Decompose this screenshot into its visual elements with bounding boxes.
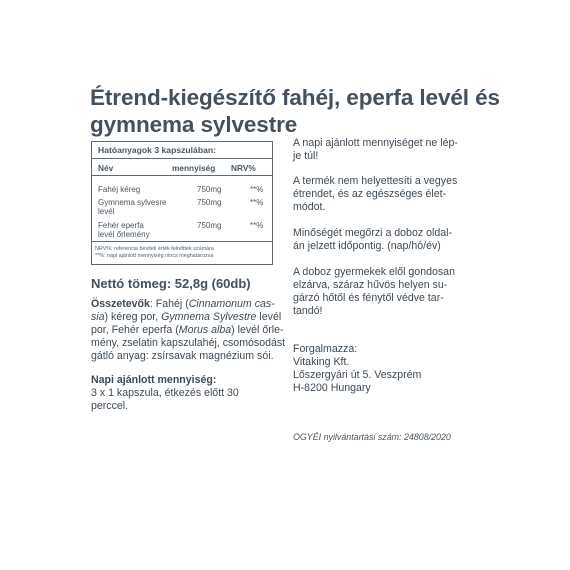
title-line-2: gymnema sylvestre [90, 112, 298, 137]
title-line-1: Étrend-kiegészítő fahéj, eperfa levél és [90, 85, 500, 110]
row-1-quantity: 750mg [197, 185, 222, 194]
table-note-nrv: NRV%: referencia beviteli érték felnőttek számára [95, 246, 214, 252]
registration-number: OGYÉI nyilvántartási szám: 24808/2020 [293, 432, 451, 442]
row-1-nrv: **% [250, 185, 264, 194]
ingredients-text: Összetevők: Fahéj (Cinnamonum cas- sia) kéreg por, Gymnema Sylvestre levél por, Fehér eperfa (Morus alba) levél őrle- mény, zselatin kapszulahéj, csomósodást gátló anyag: zsírsavak magnézium sói. [91, 298, 286, 362]
dosage-label: Napi ajánlott mennyiség: [91, 374, 217, 386]
row-2-quantity: 750mg [197, 198, 222, 207]
product-title [90, 84, 510, 138]
row-2-name: Gymnema sylvesre [98, 198, 167, 207]
table-heading: Hatóanyagok 3 kapszulában: [98, 145, 216, 155]
row-3-name: Fehér eperfa [98, 221, 144, 230]
table-divider [92, 158, 272, 159]
row-2-name-cont: levél [98, 207, 115, 216]
storage-text: A doboz gyermekek elől gondosan elzárva, száraz hűvös helyen su- gárzó hőtől és fénytől védve tar- tandó! [293, 266, 455, 317]
net-weight: Nettó tömeg: 52,8g (60db) [91, 276, 251, 291]
best-before-text: Minőségét megőrzi a doboz oldal- án jelzett időpontig. (nap/hó/év) [293, 227, 452, 252]
column-header-name: Név [98, 163, 114, 173]
nutrition-table [91, 141, 273, 265]
distributor-text: Forgalmazza: Vitaking Kft. Lőszergyári út 5. Veszprém H-8200 Hungary [293, 343, 422, 394]
row-3-name-cont: levél őrlemény [98, 230, 150, 239]
dosage-text: Napi ajánlott mennyiség: 3 x 1 kapszula, étkezés előtt 30 perccel. [91, 374, 239, 412]
ingredients-label: Összetevők [91, 298, 150, 310]
row-2-nrv: **% [250, 198, 264, 207]
table-divider [92, 241, 272, 242]
column-header-nrv: NRV% [231, 163, 256, 173]
column-header-quantity: mennyiség [172, 163, 216, 173]
warning-not-substitute: A termék nem helyettesíti a vegyes étrendet, és az egészséges élet- módot. [293, 175, 458, 213]
warning-max-dose: A napi ajánlott mennyiséget ne lép- je túl! [293, 137, 458, 162]
row-1-name: Fahéj kéreg [98, 185, 141, 194]
table-note-asterisk: **%: napi ajánlott mennyiség nincs meghatározva [95, 253, 214, 259]
row-3-nrv: **% [250, 221, 264, 230]
row-3-quantity: 750mg [197, 221, 222, 230]
table-divider [92, 175, 272, 176]
